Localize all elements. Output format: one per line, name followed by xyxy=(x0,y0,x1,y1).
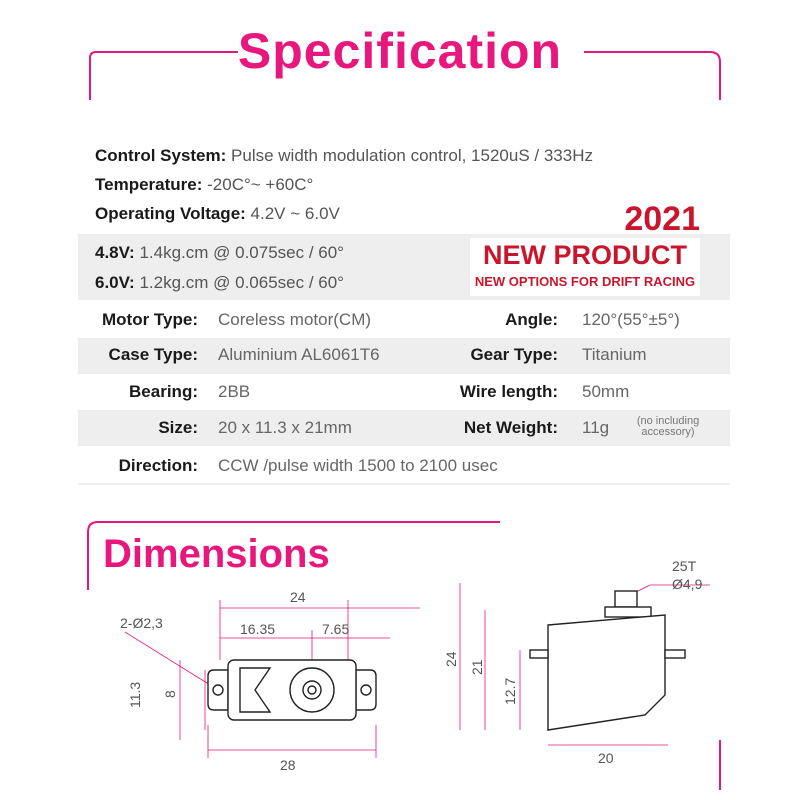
control-system-value: Pulse width modulation control, 1520uS / 333Hz xyxy=(231,146,593,165)
net-weight-value: 11g xyxy=(582,418,610,437)
promo-year: 2021 xyxy=(624,200,700,238)
gear-type-value: Titanium xyxy=(582,345,647,364)
dim-text-11-3: 11.3 xyxy=(127,681,143,708)
bearing-label: Bearing: xyxy=(129,382,198,401)
control-system-label: Control System: xyxy=(95,146,227,165)
net-weight-label: Net Weight: xyxy=(463,418,558,437)
size-label: Size: xyxy=(158,418,198,437)
torque-60-label: 6.0V: xyxy=(95,273,135,292)
side-spline xyxy=(615,591,637,607)
case-type-value: Aluminium AL6061T6 xyxy=(218,345,380,364)
side-horn-base xyxy=(605,607,651,617)
dimensions-title: Dimensions xyxy=(103,532,330,576)
torque-60-value: 1.2kg.cm @ 0.065sec / 60° xyxy=(139,273,344,292)
front-view-drawing xyxy=(100,580,420,780)
voltage-row xyxy=(95,204,340,224)
dim-text-7-65: 7.65 xyxy=(322,621,350,637)
direction-label: Direction: xyxy=(118,456,198,475)
temperature-label: Temperature: xyxy=(95,175,203,194)
side-tab-left xyxy=(530,650,548,658)
control-system-row xyxy=(95,146,593,166)
side-view-drawing xyxy=(440,555,740,780)
front-hole-left xyxy=(213,685,223,695)
promo-badge xyxy=(470,200,700,296)
front-shaft-inner xyxy=(308,686,316,694)
direction-value: CCW /pulse width 1500 to 2100 usec xyxy=(218,456,498,475)
gear-type-label: Gear Type: xyxy=(470,345,558,364)
dim-text-25t: 25T xyxy=(672,558,697,574)
promo-subline: NEW OPTIONS FOR DRIFT RACING xyxy=(474,274,696,289)
side-body xyxy=(548,615,665,730)
hole-leader xyxy=(125,632,215,688)
front-hole-right xyxy=(361,685,371,695)
promo-headline: NEW PRODUCT xyxy=(483,240,687,270)
motor-type-label: Motor Type: xyxy=(101,310,198,329)
dim-text-21: 21 xyxy=(469,659,485,675)
bearing-value: 2BB xyxy=(218,382,251,401)
angle-value: 120°(55°±5°) xyxy=(582,310,680,329)
torque-48-value: 1.4kg.cm @ 0.075sec / 60° xyxy=(139,243,344,262)
wire-length-value: 50mm xyxy=(582,382,630,401)
angle-label: Angle: xyxy=(505,310,558,329)
dim-text-24: 24 xyxy=(290,589,306,605)
dim-text-holes: 2-Ø2,3 xyxy=(120,615,163,631)
dim-text-8: 8 xyxy=(162,690,178,698)
dim-text-12-7: 12.7 xyxy=(502,677,518,705)
net-weight-note-line2: accessory) xyxy=(641,426,695,438)
case-type-label: Case Type: xyxy=(108,345,198,364)
dim-text-28: 28 xyxy=(280,757,296,773)
spec-title: Specification xyxy=(237,23,563,79)
net-weight-note-line1: (no including xyxy=(636,415,700,427)
voltage-value: 4.2V ~ 6.0V xyxy=(250,204,340,223)
dim-text-16-35: 16.35 xyxy=(240,621,276,637)
net-weight-note xyxy=(628,416,708,438)
dim-text-20: 20 xyxy=(598,750,614,766)
dim-text-shaft: Ø4,9 xyxy=(672,576,703,592)
voltage-label: Operating Voltage: xyxy=(95,204,246,223)
side-tab-right xyxy=(665,650,685,658)
torque-48-row xyxy=(95,243,344,263)
motor-type-value: Coreless motor(CM) xyxy=(218,310,372,329)
dim-text-24-side: 24 xyxy=(443,651,459,667)
wire-length-label: Wire length: xyxy=(459,382,558,401)
temperature-row xyxy=(95,175,313,195)
torque-60-row xyxy=(95,273,344,293)
temperature-value: -20C°~ +60C° xyxy=(207,175,314,194)
torque-48-label: 4.8V: xyxy=(95,243,135,262)
size-value: 20 x 11.3 x 21mm xyxy=(218,418,352,437)
